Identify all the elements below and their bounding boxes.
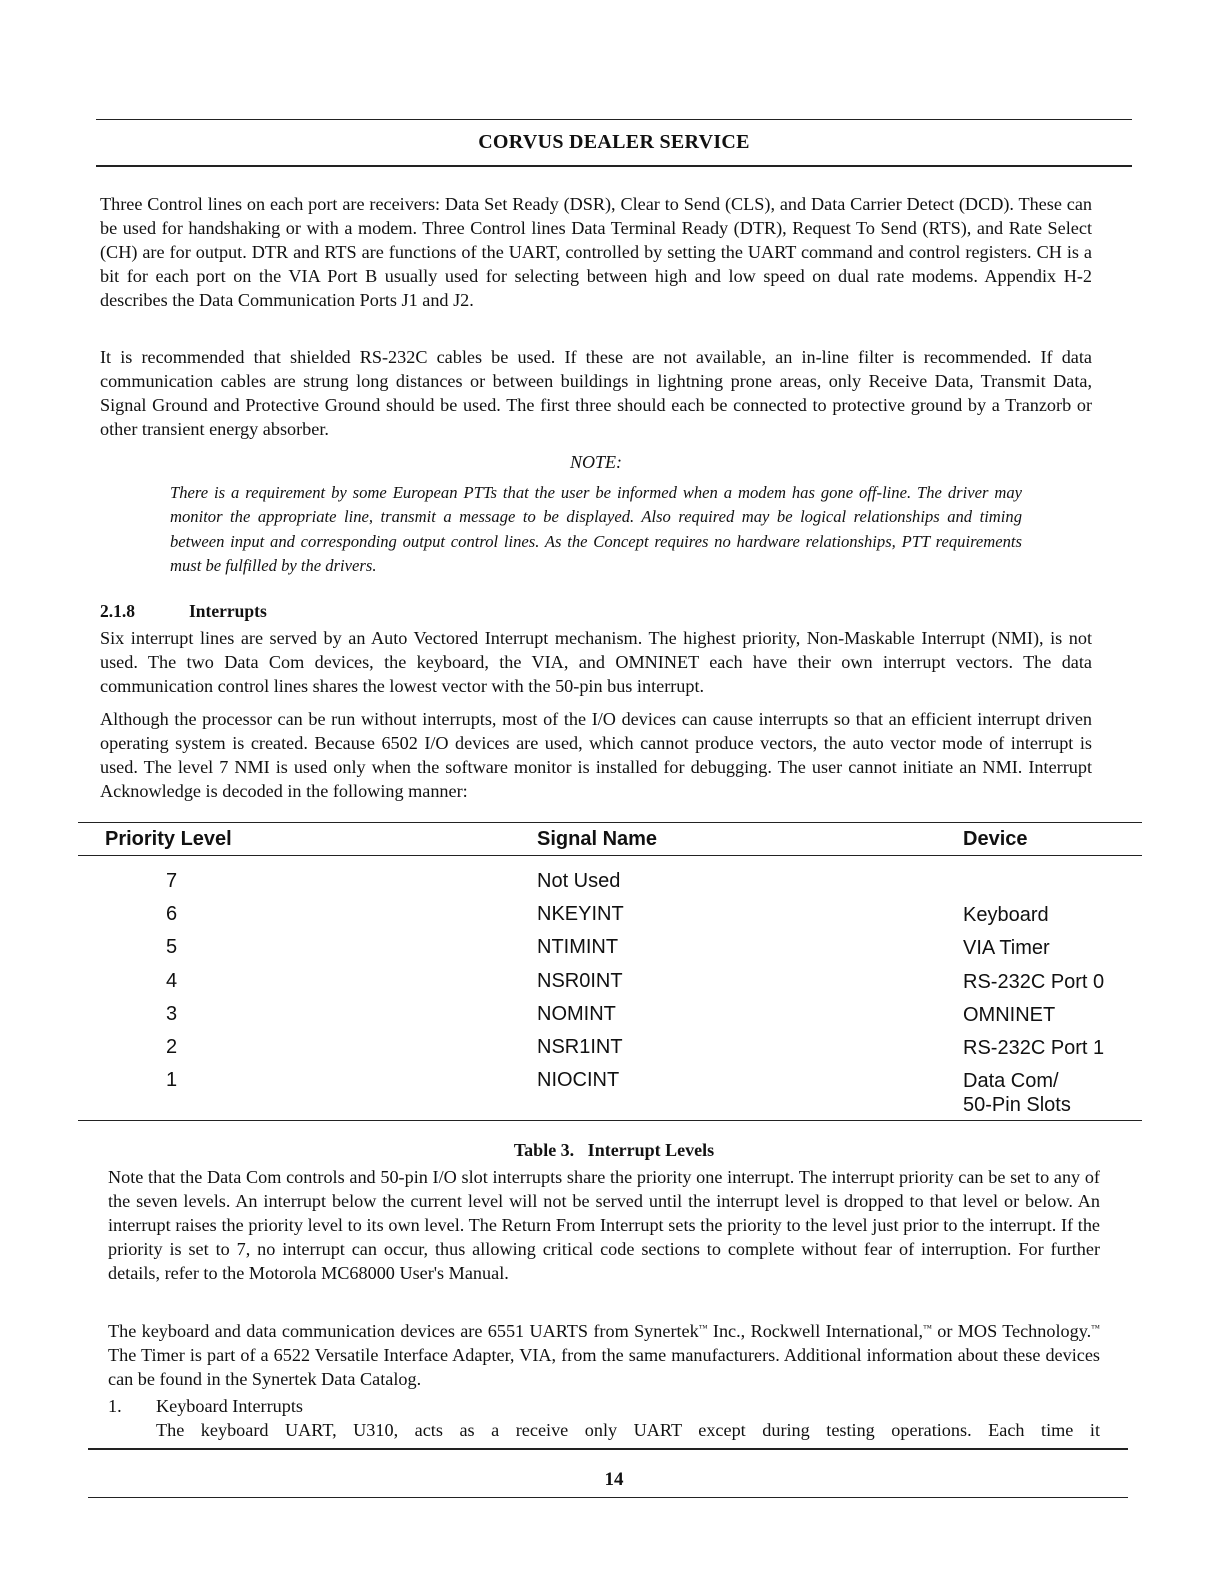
trademark-symbol: ™ xyxy=(698,1323,708,1333)
signal-name: Not Used xyxy=(537,870,621,892)
priority-level: 2 xyxy=(166,1036,178,1058)
header-priority-level: Priority Level xyxy=(105,828,232,850)
table-row xyxy=(0,1003,1224,1036)
trademark-symbol: ™ xyxy=(1091,1323,1100,1333)
table-bottom-rule xyxy=(78,1120,1142,1121)
device: RS-232C Port 1 xyxy=(963,1037,1105,1059)
paragraph-cables: It is recommended that shielded RS-232C cables be used. If these are not available, an in-line filter is recommended. If data communication cables are strung long distances or between buildings in lightning prone areas, only Receive Data, Transmit Data, Signal Ground and Protective Ground should be used. The first three should each be connected to protective ground by a Tranzorb or other transient energy absorber. xyxy=(100,347,1092,439)
signal-name: NIOCINT xyxy=(537,1069,620,1091)
list-item-body: The keyboard UART, U310, acts as a receive only UART except during testing operations. Each time it xyxy=(156,1420,1100,1440)
section-heading xyxy=(100,601,267,622)
page-number: 14 xyxy=(604,1469,624,1490)
note-label: NOTE: xyxy=(569,452,622,472)
table-row xyxy=(0,970,1224,1003)
footer-bottom-rule xyxy=(88,1497,1128,1498)
header-device: Device xyxy=(963,828,1028,850)
priority-level: 5 xyxy=(166,936,178,958)
table-row xyxy=(0,1036,1224,1069)
table-top-rule xyxy=(78,822,1142,823)
device-line-1: Data Com/ xyxy=(963,1070,1059,1092)
table-header-rule xyxy=(78,855,1142,856)
footer-top-rule xyxy=(88,1448,1128,1450)
table-row xyxy=(0,1069,1224,1121)
paragraph-interrupts: Six interrupt lines are served by an Auto Vectored Interrupt mechanism. The highest priority, Non-Maskable Interrupt (NMI), is not used. The two Data Com devices, the keyboard, the VIA, and OMNINET each have their own interrupt vectors. The data communication control lines shares the lowest vector with the 50-pin bus interrupt. xyxy=(100,628,1092,696)
header-bottom-rule xyxy=(96,165,1132,167)
running-header: CORVUS DEALER SERVICE xyxy=(478,131,750,153)
device: Keyboard xyxy=(963,904,1049,926)
note-body: There is a requirement by some European PTTs that the user be informed when a modem has gone off-line. The driver may monitor the appropriate line, transmit a message to be displayed. Also required may be logical relationships and timing between input and corresponding output control lines. As the Concept requires no hardware relationships, PTT requirements must be fulfilled by the drivers. xyxy=(170,483,1022,575)
priority-level: 7 xyxy=(166,870,178,892)
table-row xyxy=(0,936,1224,969)
table-row xyxy=(0,903,1224,936)
device-line-2: 50-Pin Slots xyxy=(963,1094,1071,1116)
signal-name: NTIMINT xyxy=(537,936,619,958)
paragraph-priority: Note that the Data Com controls and 50-pin I/O slot interrupts share the priority one interrupt. The interrupt priority can be set to any of the seven levels. An interrupt below the current level will not be served until the interrupt level is dropped to that level or below. An interrupt raises the priority level to its own level. The Return From Interrupt sets the priority to the level just prior to the interrupt. If the priority is set to 7, no interrupt can occur, thus allowing critical code sections to complete without fear of interruption. For further details, refer to the Motorola MC68000 User's Manual. xyxy=(108,1167,1100,1283)
priority-level: 4 xyxy=(166,970,178,992)
table-caption: Table 3. Interrupt Levels xyxy=(513,1140,715,1160)
device: RS-232C Port 0 xyxy=(963,971,1105,993)
paragraph-control-lines: Three Control lines on each port are receivers: Data Set Ready (DSR), Clear to Send (CLS), and Data Carrier Detect (DCD). These can be used for handshaking or with a modem. Three Control lines Data Terminal Ready (DTR), Request To Send (RTS), and Rate Select (CH) are for output. DTR and RTS are functions of the UART, controlled by setting the UART command and control registers. CH is a bit for each port on the VIA Port B usually used for selecting between high and low speed on dual rate modems. Appendix H-2 describes the Data Communication Ports J1 and J2. xyxy=(100,194,1092,310)
list-item-number: 1. xyxy=(108,1396,122,1416)
device xyxy=(963,1069,1071,1117)
paragraph-processor: Although the processor can be run without interrupts, most of the I/O devices can cause interrupts so that an efficient interrupt driven operating system is created. Because 6502 I/O devices are used, which cannot produce vectors, the auto vector mode of interrupt is used. The level 7 NMI is used only when the software monitor is installed for debugging. The user cannot initiate an NMI. Interrupt Acknowledge is decoded in the following manner: xyxy=(100,709,1092,801)
device: VIA Timer xyxy=(963,937,1050,959)
section-number: 2.1.8 xyxy=(100,601,135,621)
list-item-title: Keyboard Interrupts xyxy=(156,1396,303,1416)
paragraph-devices: The keyboard and data communication devices are 6551 UARTS from Synertek™ Inc., Rockwell International,™ or MOS Technology.™ The Timer is part of a 6522 Versatile Interface Adapter, VIA, from the same manufacturers. Additional information about these devices can be found in the Synertek Data Catalog. xyxy=(108,1321,1100,1389)
trademark-symbol: ™ xyxy=(923,1323,932,1333)
priority-level: 1 xyxy=(166,1069,178,1091)
signal-name: NSR0INT xyxy=(537,970,623,992)
priority-level: 3 xyxy=(166,1003,178,1025)
priority-level: 6 xyxy=(166,903,178,925)
section-title: Interrupts xyxy=(189,601,267,621)
signal-name: NOMINT xyxy=(537,1003,616,1025)
header-top-rule xyxy=(96,119,1132,120)
signal-name: NSR1INT xyxy=(537,1036,623,1058)
device: OMNINET xyxy=(963,1004,1056,1026)
signal-name: NKEYINT xyxy=(537,903,624,925)
header-signal-name: Signal Name xyxy=(537,828,658,850)
table-row xyxy=(0,870,1224,903)
